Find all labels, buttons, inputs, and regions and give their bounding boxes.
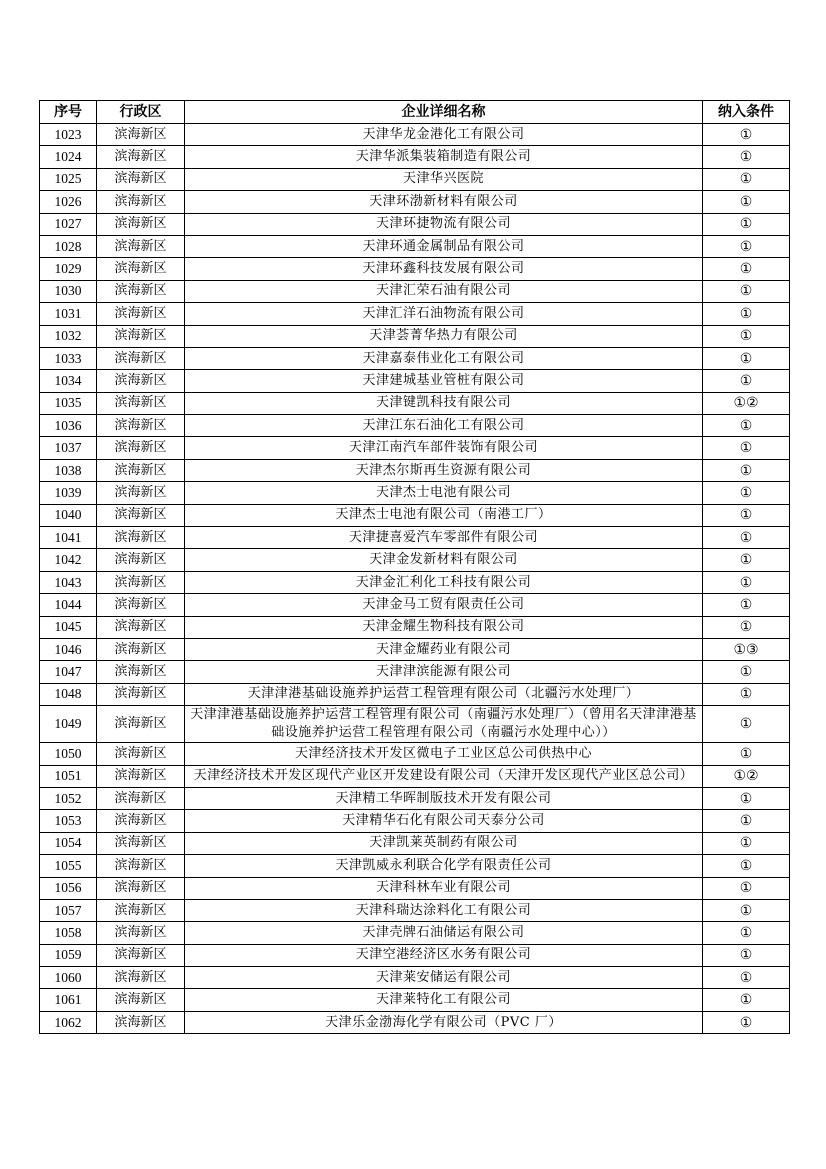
row-condition: ①: [703, 967, 790, 989]
row-company-name: 天津壳牌石油储运有限公司: [185, 922, 703, 944]
row-seq: 1056: [40, 877, 97, 899]
row-condition: ①②: [703, 392, 790, 414]
row-district: 滨海新区: [97, 661, 185, 683]
row-seq: 1040: [40, 504, 97, 526]
row-company-name: 天津空港经济区水务有限公司: [185, 944, 703, 966]
row-district: 滨海新区: [97, 168, 185, 190]
row-company-name: 天津荟菁华热力有限公司: [185, 325, 703, 347]
row-seq: 1061: [40, 989, 97, 1011]
row-company-name: 天津莱安储运有限公司: [185, 967, 703, 989]
row-seq: 1041: [40, 527, 97, 549]
row-condition: ①: [703, 855, 790, 877]
table-row: [40, 810, 790, 832]
row-district: 滨海新区: [97, 392, 185, 414]
row-district: 滨海新区: [97, 594, 185, 616]
header-seq: 序号: [40, 101, 97, 124]
row-company-name: 天津经济技术开发区现代产业区开发建设有限公司（天津开发区现代产业区总公司）: [185, 765, 703, 787]
row-condition: ①: [703, 482, 790, 504]
row-seq: 1033: [40, 347, 97, 369]
row-company-name: 天津金马工贸有限责任公司: [185, 594, 703, 616]
row-seq: 1045: [40, 616, 97, 638]
row-seq: 1044: [40, 594, 97, 616]
row-seq: 1027: [40, 213, 97, 235]
row-seq: 1058: [40, 922, 97, 944]
row-seq: 1052: [40, 787, 97, 809]
row-company-name: 天津津港基础设施养护运营工程管理有限公司（南疆污水处理厂）（曾用名天津津港基础设施养护运营工程管理有限公司（南疆污水处理中心））: [185, 706, 703, 743]
row-seq: 1062: [40, 1011, 97, 1033]
table-row: [40, 146, 790, 168]
row-district: 滨海新区: [97, 191, 185, 213]
row-district: 滨海新区: [97, 146, 185, 168]
row-district: 滨海新区: [97, 877, 185, 899]
row-condition: ①: [703, 594, 790, 616]
table-row: [40, 527, 790, 549]
row-district: 滨海新区: [97, 124, 185, 146]
row-seq: 1038: [40, 459, 97, 481]
row-company-name: 天津金耀生物科技有限公司: [185, 616, 703, 638]
table-row: [40, 877, 790, 899]
row-condition: ①: [703, 347, 790, 369]
table-row: [40, 661, 790, 683]
table-row: [40, 415, 790, 437]
table-row: [40, 280, 790, 302]
row-company-name: 天津杰尔斯再生资源有限公司: [185, 459, 703, 481]
row-condition: ①: [703, 459, 790, 481]
table-row: [40, 765, 790, 787]
table-row: [40, 459, 790, 481]
row-company-name: 天津环捷物流有限公司: [185, 213, 703, 235]
table-row: [40, 482, 790, 504]
table-row: [40, 594, 790, 616]
row-company-name: 天津华龙金港化工有限公司: [185, 124, 703, 146]
row-district: 滨海新区: [97, 549, 185, 571]
row-seq: 1024: [40, 146, 97, 168]
row-condition: ①: [703, 810, 790, 832]
table-row: [40, 616, 790, 638]
row-district: 滨海新区: [97, 899, 185, 921]
row-company-name: 天津华兴医院: [185, 168, 703, 190]
table-row: [40, 235, 790, 257]
table-row: [40, 683, 790, 705]
row-district: 滨海新区: [97, 527, 185, 549]
row-district: 滨海新区: [97, 370, 185, 392]
row-condition: ①: [703, 922, 790, 944]
table-row: [40, 989, 790, 1011]
row-condition: ①: [703, 303, 790, 325]
row-condition: ①: [703, 235, 790, 257]
row-seq: 1028: [40, 235, 97, 257]
row-district: 滨海新区: [97, 571, 185, 593]
table-row: [40, 303, 790, 325]
row-seq: 1051: [40, 765, 97, 787]
row-district: 滨海新区: [97, 280, 185, 302]
row-seq: 1047: [40, 661, 97, 683]
table-row: [40, 124, 790, 146]
row-company-name: 天津华派集装箱制造有限公司: [185, 146, 703, 168]
row-condition: ①: [703, 743, 790, 765]
row-company-name: 天津环通金属制品有限公司: [185, 235, 703, 257]
table-row: [40, 347, 790, 369]
enterprise-table: [39, 100, 790, 1034]
table-row: [40, 168, 790, 190]
row-seq: 1060: [40, 967, 97, 989]
table-row: [40, 437, 790, 459]
row-seq: 1036: [40, 415, 97, 437]
row-seq: 1026: [40, 191, 97, 213]
row-company-name: 天津杰士电池有限公司: [185, 482, 703, 504]
row-district: 滨海新区: [97, 616, 185, 638]
row-seq: 1046: [40, 638, 97, 660]
row-company-name: 天津金耀药业有限公司: [185, 638, 703, 660]
row-district: 滨海新区: [97, 989, 185, 1011]
table-row: [40, 213, 790, 235]
row-district: 滨海新区: [97, 325, 185, 347]
row-district: 滨海新区: [97, 787, 185, 809]
row-condition: ①: [703, 258, 790, 280]
row-condition: ①: [703, 213, 790, 235]
header-condition: 纳入条件: [703, 101, 790, 124]
table-row: [40, 191, 790, 213]
row-company-name: 天津精华石化有限公司天泰分公司: [185, 810, 703, 832]
row-company-name: 天津环渤新材料有限公司: [185, 191, 703, 213]
row-company-name: 天津江南汽车部件装饰有限公司: [185, 437, 703, 459]
row-condition: ①: [703, 616, 790, 638]
row-district: 滨海新区: [97, 504, 185, 526]
row-company-name: 天津乐金渤海化学有限公司（PVC 厂）: [185, 1011, 703, 1033]
table-row: [40, 743, 790, 765]
table-row: [40, 967, 790, 989]
row-condition: ①: [703, 787, 790, 809]
row-condition: ①: [703, 370, 790, 392]
table-header-row: [40, 101, 790, 124]
row-condition: ①: [703, 146, 790, 168]
table-row: [40, 370, 790, 392]
row-condition: ①: [703, 877, 790, 899]
row-district: 滨海新区: [97, 832, 185, 854]
row-condition: ①: [703, 168, 790, 190]
table-row: [40, 258, 790, 280]
row-company-name: 天津莱特化工有限公司: [185, 989, 703, 1011]
row-condition: ①: [703, 124, 790, 146]
row-company-name: 天津嘉泰伟业化工有限公司: [185, 347, 703, 369]
row-condition: ①: [703, 661, 790, 683]
row-company-name: 天津环鑫科技发展有限公司: [185, 258, 703, 280]
table-row: [40, 549, 790, 571]
row-district: 滨海新区: [97, 459, 185, 481]
row-district: 滨海新区: [97, 437, 185, 459]
row-seq: 1043: [40, 571, 97, 593]
row-seq: 1054: [40, 832, 97, 854]
row-district: 滨海新区: [97, 683, 185, 705]
table-row: [40, 855, 790, 877]
row-district: 滨海新区: [97, 765, 185, 787]
table-row: [40, 787, 790, 809]
row-company-name: 天津凯威永利联合化学有限责任公司: [185, 855, 703, 877]
row-condition: ①: [703, 325, 790, 347]
row-seq: 1042: [40, 549, 97, 571]
row-seq: 1034: [40, 370, 97, 392]
row-seq: 1023: [40, 124, 97, 146]
row-district: 滨海新区: [97, 1011, 185, 1033]
row-seq: 1057: [40, 899, 97, 921]
row-condition: ①: [703, 944, 790, 966]
table-row: [40, 638, 790, 660]
row-company-name: 天津经济技术开发区微电子工业区总公司供热中心: [185, 743, 703, 765]
table-row: [40, 832, 790, 854]
table-row: [40, 504, 790, 526]
table-row: [40, 1011, 790, 1033]
row-district: 滨海新区: [97, 743, 185, 765]
row-company-name: 天津建城基业管桩有限公司: [185, 370, 703, 392]
row-company-name: 天津金汇利化工科技有限公司: [185, 571, 703, 593]
row-condition: ①③: [703, 638, 790, 660]
row-seq: 1035: [40, 392, 97, 414]
row-district: 滨海新区: [97, 303, 185, 325]
header-district: 行政区: [97, 101, 185, 124]
row-company-name: 天津科瑞达涂料化工有限公司: [185, 899, 703, 921]
row-seq: 1049: [40, 706, 97, 743]
row-condition: ①: [703, 527, 790, 549]
row-company-name: 天津江东石油化工有限公司: [185, 415, 703, 437]
row-company-name: 天津键凯科技有限公司: [185, 392, 703, 414]
row-condition: ①: [703, 989, 790, 1011]
row-district: 滨海新区: [97, 415, 185, 437]
row-condition: ①②: [703, 765, 790, 787]
table-row: [40, 571, 790, 593]
row-company-name: 天津津滨能源有限公司: [185, 661, 703, 683]
row-company-name: 天津杰士电池有限公司（南港工厂）: [185, 504, 703, 526]
row-seq: 1053: [40, 810, 97, 832]
row-district: 滨海新区: [97, 944, 185, 966]
row-condition: ①: [703, 899, 790, 921]
row-company-name: 天津科林车业有限公司: [185, 877, 703, 899]
row-company-name: 天津金发新材料有限公司: [185, 549, 703, 571]
row-district: 滨海新区: [97, 706, 185, 743]
row-condition: ①: [703, 571, 790, 593]
row-seq: 1050: [40, 743, 97, 765]
row-condition: ①: [703, 683, 790, 705]
row-company-name: 天津汇洋石油物流有限公司: [185, 303, 703, 325]
row-condition: ①: [703, 504, 790, 526]
row-seq: 1055: [40, 855, 97, 877]
row-district: 滨海新区: [97, 855, 185, 877]
row-district: 滨海新区: [97, 235, 185, 257]
header-company-name: 企业详细名称: [185, 101, 703, 124]
row-company-name: 天津凯莱英制药有限公司: [185, 832, 703, 854]
row-condition: ①: [703, 191, 790, 213]
row-condition: ①: [703, 415, 790, 437]
table-body: [40, 124, 790, 1034]
row-condition: ①: [703, 280, 790, 302]
row-district: 滨海新区: [97, 482, 185, 504]
row-district: 滨海新区: [97, 258, 185, 280]
row-company-name: 天津津港基础设施养护运营工程管理有限公司（北疆污水处理厂）: [185, 683, 703, 705]
row-district: 滨海新区: [97, 347, 185, 369]
table-row: [40, 944, 790, 966]
row-condition: ①: [703, 549, 790, 571]
row-seq: 1025: [40, 168, 97, 190]
row-condition: ①: [703, 706, 790, 743]
row-seq: 1031: [40, 303, 97, 325]
table-row: [40, 899, 790, 921]
row-company-name: 天津捷喜爱汽车零部件有限公司: [185, 527, 703, 549]
row-seq: 1030: [40, 280, 97, 302]
row-district: 滨海新区: [97, 638, 185, 660]
row-seq: 1032: [40, 325, 97, 347]
table-row: [40, 706, 790, 743]
row-district: 滨海新区: [97, 922, 185, 944]
row-seq: 1029: [40, 258, 97, 280]
row-district: 滨海新区: [97, 810, 185, 832]
table-row: [40, 392, 790, 414]
row-seq: 1059: [40, 944, 97, 966]
row-district: 滨海新区: [97, 213, 185, 235]
row-seq: 1037: [40, 437, 97, 459]
row-company-name: 天津汇荣石油有限公司: [185, 280, 703, 302]
document-page: [39, 100, 789, 1034]
row-condition: ①: [703, 437, 790, 459]
table-row: [40, 325, 790, 347]
row-condition: ①: [703, 832, 790, 854]
table-row: [40, 922, 790, 944]
row-seq: 1039: [40, 482, 97, 504]
row-district: 滨海新区: [97, 967, 185, 989]
row-seq: 1048: [40, 683, 97, 705]
row-condition: ①: [703, 1011, 790, 1033]
row-company-name: 天津精工华晖制版技术开发有限公司: [185, 787, 703, 809]
